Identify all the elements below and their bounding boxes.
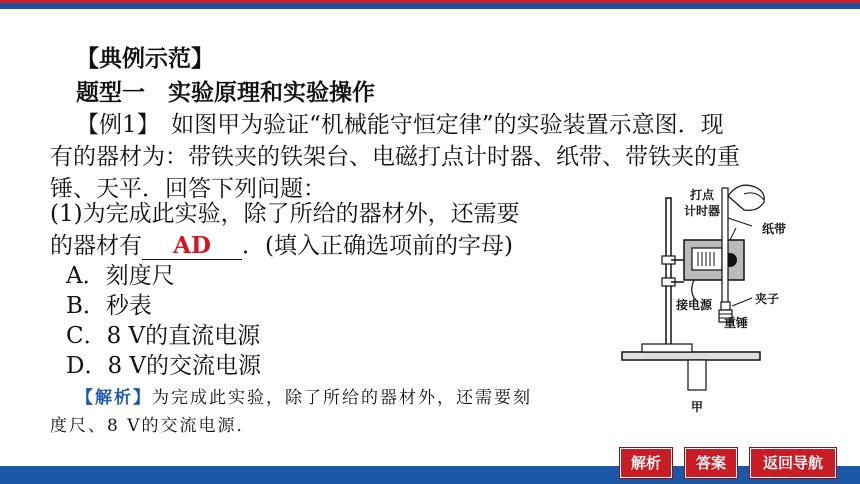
label-clip: 夹子 (755, 292, 780, 306)
label-timer-2: 计时器 (684, 204, 721, 218)
analysis-line-1 (76, 383, 532, 413)
label-weight: 重锤 (724, 316, 749, 330)
section-heading: 【典例示范】 (76, 45, 214, 72)
label-timer: 打点 (690, 188, 715, 202)
example-line-2: 有的器材为：带铁夹的铁架台、电磁打点计时器、纸带、带铁夹的重 (50, 144, 740, 170)
label-power: 接电源 (676, 298, 713, 312)
option-c: C．8 V的直流电源 (66, 323, 261, 349)
option-b: B．秒表 (66, 293, 152, 319)
question-1-suffix: ．(填入正确选项前的字母) (242, 233, 513, 259)
analysis-tag: 【解析】 (76, 388, 152, 408)
analysis-button[interactable]: 解析 (620, 448, 672, 478)
option-d: D．8 V的交流电源 (66, 353, 261, 379)
analysis-text-1: 为完成此实验，除了所给的器材外，还需要刻 (152, 388, 532, 408)
question-1-line-2 (50, 231, 513, 261)
answer-blank: AD (142, 233, 242, 260)
answer-button[interactable]: 答案 (685, 448, 737, 478)
example-line-1: 【例1】 如图甲为验证“机械能守恒定律”的实验装置示意图．现 (76, 112, 724, 138)
question-1-prefix: 的器材有 (50, 233, 142, 259)
figure-caption: 甲 (691, 400, 704, 414)
apparatus-figure (612, 178, 812, 418)
back-nav-button[interactable]: 返回导航 (750, 448, 836, 478)
option-a: A．刻度尺 (66, 263, 175, 289)
topic-title: 题型一 实验原理和实验操作 (76, 79, 375, 106)
example-line-3: 锤、天平．回答下列问题： (50, 176, 326, 202)
question-1-line-1: (1)为完成此实验，除了所给的器材外，还需要 (50, 201, 520, 227)
label-tape: 纸带 (762, 222, 787, 236)
top-decor-bar (0, 0, 860, 9)
analysis-line-2: 度尺、8 V的交流电源． (50, 416, 256, 436)
